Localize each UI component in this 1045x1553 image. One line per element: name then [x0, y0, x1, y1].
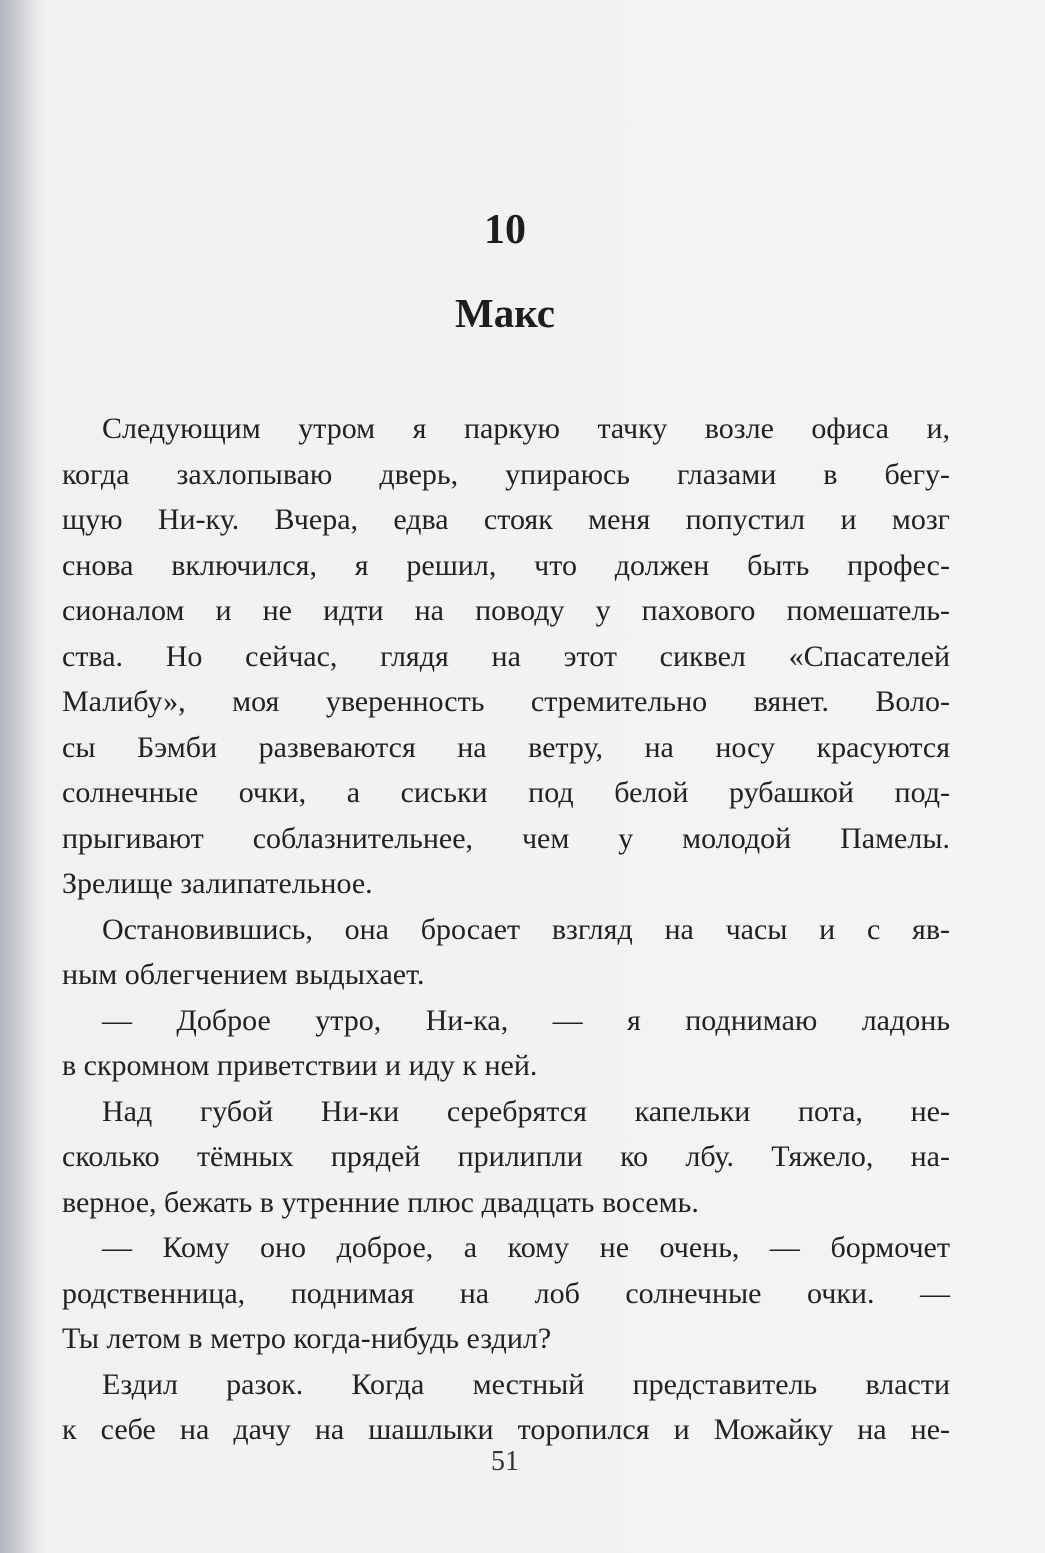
- text-line: солнечные очки, а сиськи под белой рубашкой под-: [62, 776, 950, 809]
- body-text: [62, 406, 950, 1453]
- text-line: — Доброе утро, Ни-ка, — я поднимаю ладонь: [102, 1003, 950, 1037]
- text-line: ным облегчением выдыхает.: [62, 958, 425, 991]
- page-number: 51: [491, 1446, 519, 1477]
- text-line: Малибу», моя уверенность стремительно вянет. Воло-: [62, 685, 950, 718]
- text-line: ства. Но сейчас, глядя на этот сиквел «Спасателей: [62, 639, 950, 673]
- text-line: к себе на дачу на шашлыки торопился и Можайку на не-: [62, 1413, 950, 1446]
- text-line: Зрелище залипательное.: [62, 867, 373, 900]
- text-line: когда захлопываю дверь, упираюсь глазами в бегу-: [62, 457, 950, 491]
- text-line: сы Бэмби развеваются на ветру, на носу красуются: [62, 730, 950, 764]
- text-line: — Кому оно доброе, а кому не очень, — бормочет: [102, 1231, 950, 1264]
- chapter-number: 10: [484, 207, 526, 253]
- text-line: щую Ни-ку. Вчера, едва стояк меня попустил и мозг: [62, 503, 950, 536]
- text-line: Ездил разок. Когда местный представитель власти: [102, 1367, 950, 1401]
- text-line: Ты летом в метро когда-нибудь ездил?: [62, 1322, 552, 1355]
- text-line: прыгивают соблазнительнее, чем у молодой Памелы.: [62, 821, 950, 855]
- text-line: снова включился, я решил, что должен быть профес-: [62, 548, 950, 582]
- text-line: Над губой Ни-ки серебрятся капельки пота, не-: [102, 1094, 950, 1128]
- text-line: Остановившись, она бросает взгляд на часы и с яв-: [102, 912, 950, 946]
- text-line: верное, бежать в утренние плюс двадцать восемь.: [62, 1185, 699, 1219]
- text-line: сионалом и не идти на поводу у пахового помешатель-: [62, 594, 950, 627]
- text-line: в скромном приветствии и иду к ней.: [62, 1049, 538, 1082]
- text-line: сколько тёмных прядей прилипли ко лбу. Тяжело, на-: [62, 1140, 950, 1173]
- chapter-title: Макс: [455, 290, 555, 336]
- text-line: родственница, поднимая на лоб солнечные очки. —: [62, 1276, 950, 1310]
- text-line: Следующим утром я паркую тачку возле офиса и,: [102, 412, 950, 445]
